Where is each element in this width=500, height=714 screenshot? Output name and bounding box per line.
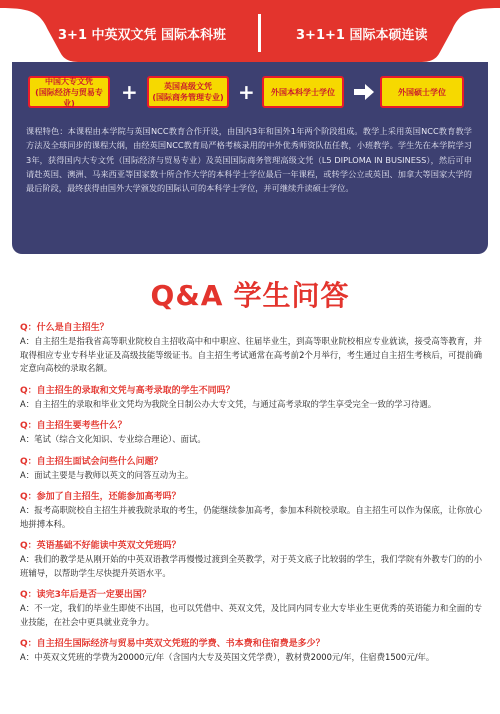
answer: A：面试主要是与教师以英文的问答互动为主。 <box>20 469 194 480</box>
step-title: 中国大专文凭 <box>45 76 93 86</box>
question: Q：英语基础不好能读中英双文凭班吗？ <box>20 541 181 551</box>
step-china-diploma <box>28 76 110 108</box>
plus-icon: + <box>121 80 138 104</box>
answer: A：笔试（综合文化知识、专业综合理论）、面试。 <box>20 434 206 444</box>
qa-item <box>20 491 482 531</box>
question: Q：参加了自主招生，还能参加高考吗？ <box>20 492 181 502</box>
step-title: 外国硕士学位 <box>398 87 446 97</box>
qa-item <box>20 385 482 412</box>
answer: A：中英双文凭班的学费为20000元/年（含国内大专及英国文凭学费），教材费2000元/年，住宿费1500元/年。 <box>20 652 435 662</box>
question: Q：自主招生国际经济与贸易中英双文凭班的学费、书本费和住宿费是多少？ <box>20 639 325 649</box>
banner-program-2: 3+1+1 国际本硕连读 <box>296 28 428 43</box>
step-subtitle: (国际商务管理专业) <box>152 93 224 102</box>
question: Q：什么是自主招生？ <box>20 323 109 333</box>
qa-title-cn: 学生问答 <box>233 279 350 312</box>
question: Q：读完3年后是否一定要出国？ <box>20 590 151 600</box>
course-description: 课程特色：本课程由本学院与英国NCC教育合作开设，由国内3年和国外1年两个阶段组成。教学上采用英国NCC教育教学方法及全球同步的课程大纲，由经英国NCC教育局严格考核录用的中外优秀师资队伍任教，小班教学。学生先在本学院学习3年，获得国内大专文凭（国际经济与贸易专业）及英国国际商务管理高级文凭（L5 DIPLOMA IN BUSINESS），然后可申请赴英国、澳洲、马来西亚等国家数十所合作大学的本科学士学位最后一年课程，或转学公立或英国、加拿大等国家大学的最后阶段，最终获得由国外大学颁发的国际认可的本科学士学位，并可继续升读硕士学位。 <box>26 126 472 194</box>
step-uk-diploma <box>147 76 229 108</box>
qa-item <box>20 456 482 483</box>
qa-title-en: Q&A <box>150 279 224 312</box>
question: Q：自主招生要考些什么？ <box>20 421 127 431</box>
step-master-degree <box>380 76 464 108</box>
qa-item <box>20 322 482 376</box>
header-banner <box>0 0 500 62</box>
answer: A：我们的教学是从刚开始的中英双语教学再慢慢过渡到全英教学，对于英文底子比较弱的学生，我们学院有外教专门的的小班辅导，以帮助学生尽快提升英语水平。 <box>20 554 482 578</box>
qa-list <box>20 322 482 674</box>
step-title: 英国高级文凭 <box>164 82 212 91</box>
answer: A：报考高职院校自主招生并被我院录取的考生，仍能继续参加高考，参加本科院校录取。自主招生可以作为保底，让你放心地拼搏本科。 <box>20 505 482 529</box>
step-bachelor-degree <box>262 76 344 108</box>
banner-program-1: 3+1 中英双文凭 国际本科班 <box>58 28 227 43</box>
qa-item <box>20 540 482 580</box>
question: Q：自主招生面试会问些什么问题？ <box>20 456 163 467</box>
qa-item <box>20 420 482 447</box>
qa-heading <box>0 274 500 314</box>
question: Q：自主招生的录取和文凭与高考录取的学生不同吗？ <box>20 385 235 396</box>
qa-item <box>20 638 482 665</box>
answer: A：自主招生的录取和毕业文凭均为我院全日制公办大专文凭，与通过高考录取的学生享受完全一致的学习待遇。 <box>20 398 437 409</box>
plus-icon: + <box>238 80 255 104</box>
answer: A：不一定，我们的毕业生即使不出国，也可以凭借中、英双文凭，及比同内同专业大专毕业生更优秀的英语能力和全面的专业技能，在社会中更具就业竞争力。 <box>20 603 482 627</box>
arrow-right-icon <box>352 82 376 102</box>
step-subtitle: (国际经济与贸易专业) <box>35 87 103 108</box>
step-title: 外国本科学士学位 <box>271 87 335 97</box>
answer: A：自主招生是指我省高等职业院校自主招收高中和中职应、往届毕业生，到高等职业院校相应专业就读，接受高等教育，并取得相应专业专科毕业证及高级技能等级证书。自主招生考试通常在高考前2个月举行，考生通过自主招生考核后，可提前确定意向高校的录取名额。 <box>20 336 482 373</box>
qa-item <box>20 589 482 629</box>
